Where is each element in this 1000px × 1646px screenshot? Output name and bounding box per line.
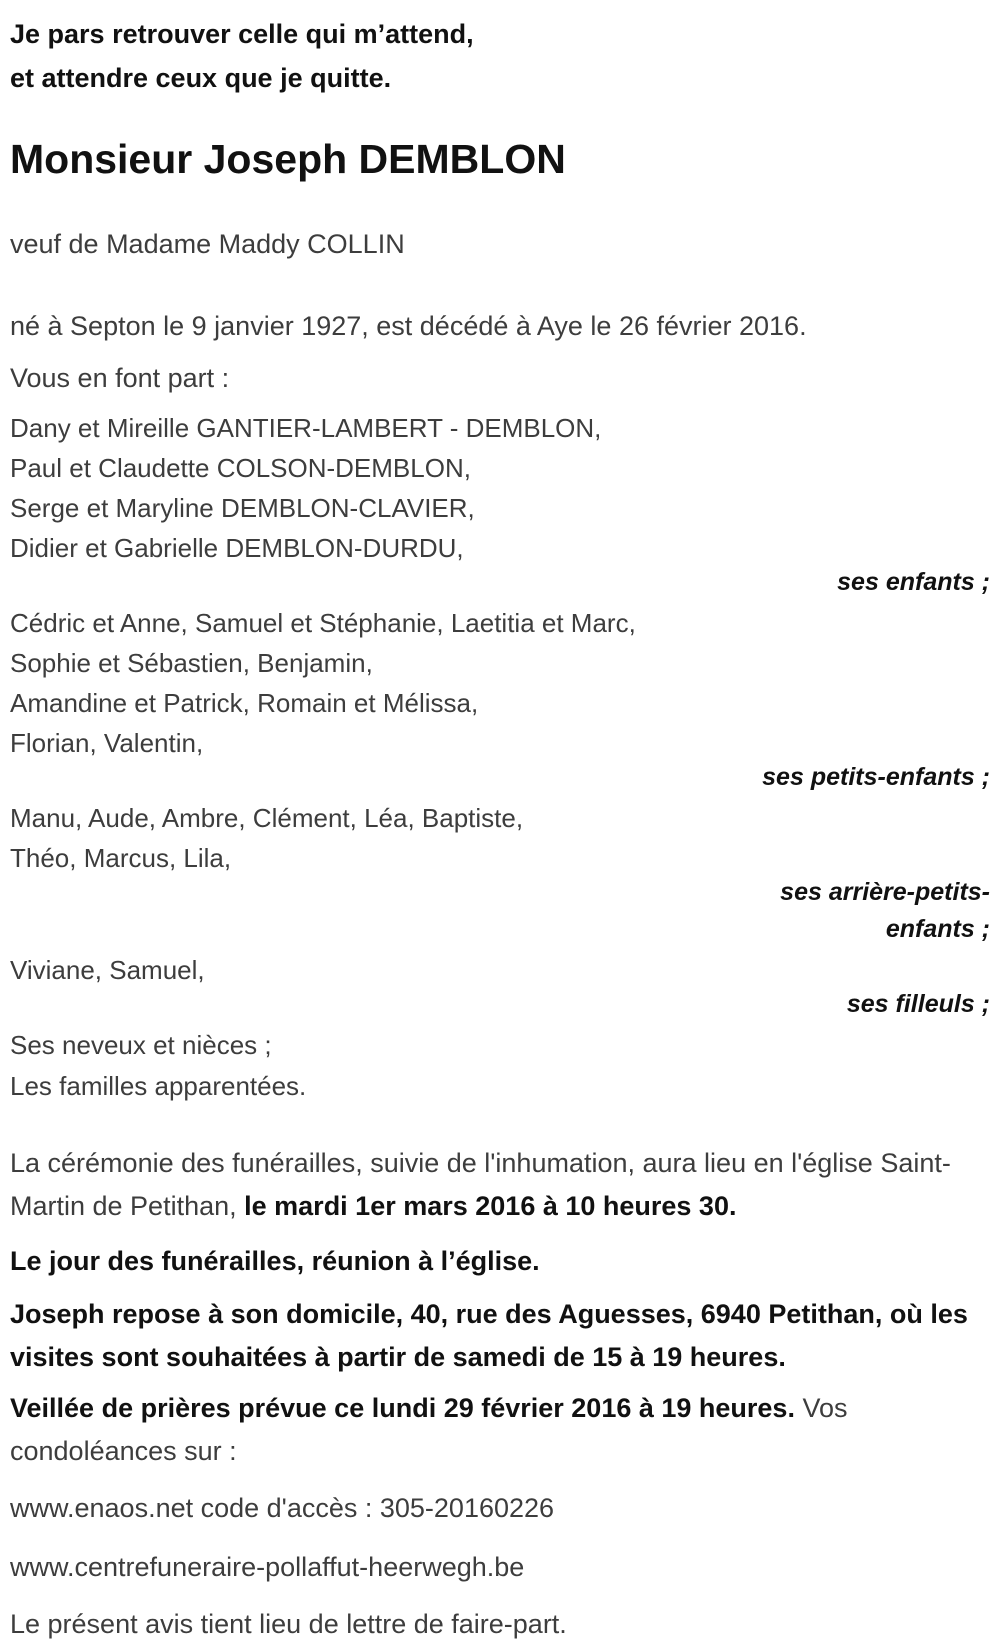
children-list <box>10 408 990 568</box>
epigraph-line-1: Je pars retrouver celle qui m’attend, <box>10 19 474 49</box>
other-relatives-line: Ses neveux et nièces ; <box>10 1030 272 1060</box>
great-grandchildren-line: Théo, Marcus, Lila, <box>10 843 232 873</box>
funeral-home-website-line: www.centrefuneraire-pollaffut-heerwegh.be <box>10 1552 525 1582</box>
epigraph-line-2: et attendre ceux que je quitte. <box>10 63 392 93</box>
children-label: ses enfants ; <box>837 568 990 596</box>
grandchildren-line: Sophie et Sébastien, Benjamin, <box>10 648 373 678</box>
great-grandchildren-list <box>10 798 990 878</box>
meeting-line: Le jour des funérailles, réunion à l’église. <box>10 1246 540 1276</box>
widower-line: veuf de Madame Maddy COLLIN <box>10 229 405 259</box>
funeral-datetime: le mardi 1er mars 2016 à 10 heures 30. <box>244 1191 737 1221</box>
funeral-text: La cérémonie des funérailles, suivie de l'inhumation, aura lieu en l'église Saint-Martin de Petithan, <box>10 1148 951 1221</box>
great-grandchildren-label: ses arrière-petits-enfants ; <box>780 878 990 943</box>
vigil-datetime: Veillée de prières prévue ce lundi 29 février 2016 à 19 heures. <box>10 1393 795 1423</box>
condolences-text: Vos condoléances sur : <box>10 1393 848 1466</box>
grandchildren-list <box>10 603 990 763</box>
grandchildren-line: Cédric et Anne, Samuel et Stéphanie, Laetitia et Marc, <box>10 608 636 638</box>
grandchildren-label: ses petits-enfants ; <box>762 763 990 791</box>
children-line: Dany et Mireille GANTIER-LAMBERT - DEMBLON, <box>10 413 602 443</box>
children-line: Didier et Gabrielle DEMBLON-DURDU, <box>10 533 464 563</box>
condolence-website-line: www.enaos.net code d'accès : 305-20160226 <box>10 1493 555 1523</box>
godchildren-line: Viviane, Samuel, <box>10 955 205 985</box>
grandchildren-line: Florian, Valentin, <box>10 728 204 758</box>
godchildren-label: ses filleuls ; <box>846 990 990 1018</box>
grandchildren-line: Amandine et Patrick, Romain et Mélissa, <box>10 688 479 718</box>
vigil-paragraph <box>10 1387 990 1473</box>
deceased-name: Monsieur Joseph DEMBLON <box>10 136 566 182</box>
godchildren-list <box>10 950 990 990</box>
other-relatives-line: Les familles apparentées. <box>10 1071 307 1101</box>
children-line: Serge et Maryline DEMBLON-CLAVIER, <box>10 493 475 523</box>
other-relatives <box>10 1025 990 1107</box>
epigraph <box>10 12 990 100</box>
repose-paragraph: Joseph repose à son domicile, 40, rue des Aguesses, 6940 Petithan, où les visites sont souhaitées à partir de samedi de 15 à 19 heures. <box>10 1299 968 1372</box>
children-line: Paul et Claudette COLSON-DEMBLON, <box>10 453 471 483</box>
announcement-intro: Vous en font part : <box>10 363 230 393</box>
great-grandchildren-line: Manu, Aude, Ambre, Clément, Léa, Baptiste, <box>10 803 524 833</box>
birth-death-line: né à Septon le 9 janvier 1927, est décédé à Aye le 26 février 2016. <box>10 311 807 341</box>
funeral-paragraph <box>10 1142 990 1228</box>
closing-line: Le présent avis tient lieu de lettre de faire-part. <box>10 1609 567 1639</box>
